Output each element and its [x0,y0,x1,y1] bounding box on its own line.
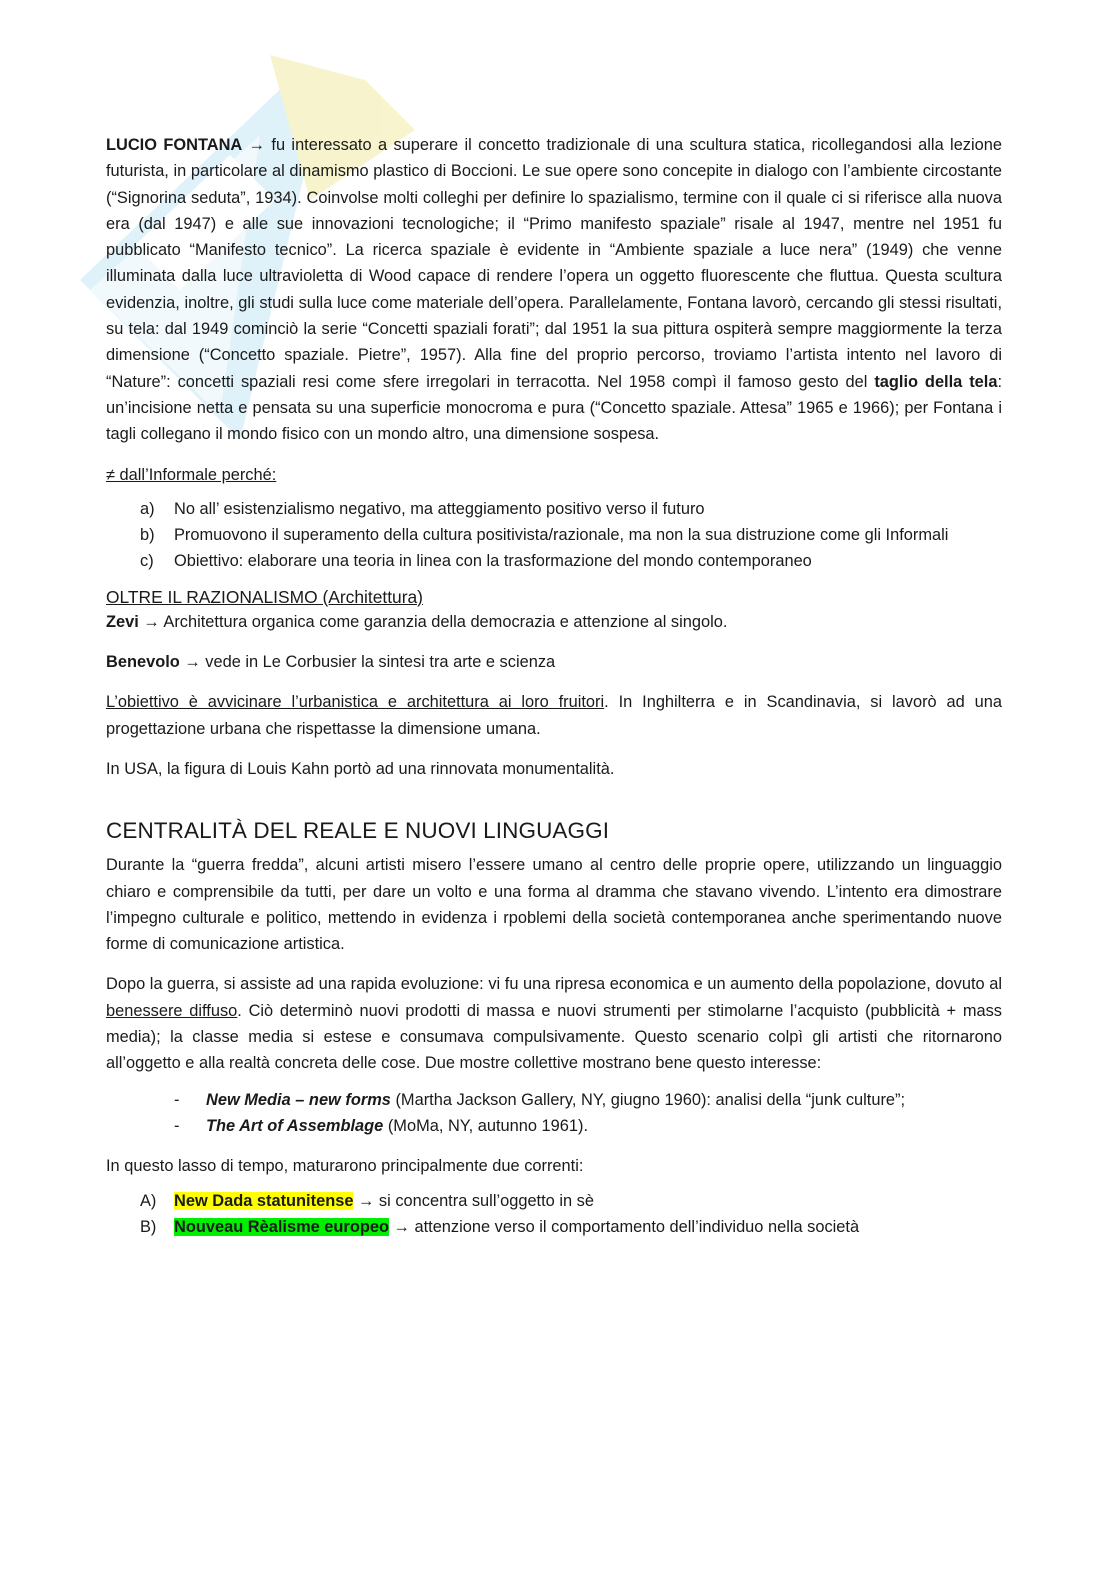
fontana-intro: → fu interessato a superare il concetto tradizionale di una scultura statica, ricollegandosi alla lezione futurista, in particolare al dinamismo plastico di Boccioni. Le sue opere sono concepite in dialogo con l’ambiente circostante (“Signorina seduta”, 1934). Coinvolse molti colleghi per definire lo spazialismo, termine con il quale ci si riferisce alla nuova era (dal 1947) e alle sue innovazioni tecnologiche; il “Primo manifesto spaziale” risale al 1947, mentre nel 1951 fu pubblicato “Manifesto tecnico”. La ricerca spaziale è evidente in “Ambiente spaziale a luce nera” (1949) che venne illuminata dalla luce ultravioletta di Wood capace di rendere l’opera un oggetto fluorescente che fluttua. Questa scultura evidenzia, inoltre, gli studi sulla luce come materiale dell’opera. Parallelamente, Fontana lavorò, cercando gli stessi risultati, su tela: dal 1949 cominciò la serie “Concetti spaziali forati”; dal 1951 la sua pittura ospiterà sempre maggiormente la terza dimensione (“Concetto spaziale. Pietre”, 1957). Alla fine del proprio percorso, troviamo l’artista intento nel lavoro di “Nature”: concetti spaziali resi come sfere irregolari in terracotta. Nel 1958 compì il famoso gesto del [106,136,1002,391]
correnti-intro: In questo lasso di tempo, maturarono principalmente due correnti: [106,1157,584,1176]
benevolo-text: → vede in Le Corbusier la sintesi tra arte e scienza [179,653,556,672]
fontana-name: LUCIO FONTANA [106,136,243,154]
list-marker: c) [140,552,154,571]
taglio-della-tela: taglio della tela [874,372,998,391]
list-item [106,548,1002,574]
benevolo-line [106,649,1002,675]
list-item [106,496,1002,522]
list-marker: A) [140,1191,157,1210]
usa-paragraph: In USA, la figura di Louis Kahn portò ad una rinnovata monumentalità. [106,759,615,778]
list-text: Promuovono il superamento della cultura positivista/razionale, ma non la sua distruzione come gli Informali [174,526,949,545]
nouveau-realisme-highlight: Nouveau Rèalisme europeo [174,1217,389,1236]
list-marker: - [174,1090,180,1109]
informale-heading: ≠ dall’Informale perché: [106,465,277,484]
mostra-text: (Martha Jackson Gallery, NY, giugno 1960): analisi della “junk culture”; [390,1090,906,1109]
list-text: Obiettivo: elaborare una teoria in linea con la trasformazione del mondo contemporaneo [174,552,812,571]
correnti-list [106,1188,1002,1241]
list-marker: a) [140,499,155,518]
obiettivo-rest: . In Inghilterra e in Scandinavia, si lavorò ad una progettazione urbana che rispettasse la dimensione umana. [106,693,1002,738]
zevi-line [106,609,1002,635]
list-marker: - [174,1116,180,1135]
list-item [106,1087,1002,1113]
new-dada-highlight: New Dada statunitense [174,1191,354,1210]
zevi-name: Zevi [106,612,139,631]
fontana-outro: : un’incisione netta e pensata su una superficie monocroma e pura (“Concetto spaziale. Attesa” 1965 e 1966); per Fontana i tagli collegano il mondo fisico con un mondo altro, una dimensione sospesa. [106,372,1002,444]
list-item [106,1188,1002,1214]
mostra-text: (MoMa, NY, autunno 1961). [383,1116,588,1135]
mostra-title: The Art of Assemblage [206,1116,384,1135]
razionalismo-heading: OLTRE IL RAZIONALISMO (Architettura) [106,586,423,607]
page-content [106,132,1002,1240]
informale-list [106,496,1002,575]
p2-start: Dopo la guerra, si assiste ad una rapida evoluzione: vi fu una ripresa economica e un aumento della popolazione, dovuto al [106,975,1002,994]
benessere-diffuso: benessere diffuso [106,1001,238,1020]
list-text: No all’ esistenzialismo negativo, ma atteggiamento positivo verso il futuro [174,499,705,518]
mostra-title: New Media – new forms [206,1090,391,1109]
p2-end: . Ciò determinò nuovi prodotti di massa e nuovi strumenti per stimolarne l’acquisto (pubblicità + mass media); la classe media si estese e consumava compulsivamente. Questo scenario colpì gli artisti che ritornarono all’oggetto e alla realtà concreta delle cose. Due mostre collettive mostrano bene questo interesse: [106,1001,1002,1073]
obiettivo-paragraph [106,689,1002,742]
benevolo-name: Benevolo [106,653,180,672]
dopo-guerra-paragraph [106,971,1002,1076]
list-item [106,1113,1002,1139]
corrente-text: → attenzione verso il comportamento dell’individuo nella società [388,1217,860,1236]
list-marker: b) [140,526,155,545]
zevi-text: → Architettura organica come garanzia della democrazia e attenzione al singolo. [138,612,728,631]
centralita-heading: CENTRALITÀ DEL REALE E NUOVI LINGUAGGI [106,818,610,844]
list-item [106,1214,1002,1240]
mostre-list [106,1087,1002,1140]
list-marker: B) [140,1217,157,1236]
obiettivo-underlined: L’obiettivo è avvicinare l’urbanistica e architettura ai loro fruitori [106,693,605,712]
corrente-text: → si concentra sull’oggetto in sè [353,1191,594,1210]
list-item [106,522,1002,548]
guerra-fredda-paragraph: Durante la “guerra fredda”, alcuni artisti misero l’essere umano al centro delle proprie opere, utilizzando un linguaggio chiaro e comprensibile da tutti, per dare un volto e una forma al dramma che stavano vivendo. L’intento era dimostrare l’impegno culturale e politico, mettendo in evidenza i rpoblemi della società contemporanea anche sperimentando nuove forme di comunicazione artistica. [106,856,1002,954]
fontana-paragraph [106,132,1002,448]
